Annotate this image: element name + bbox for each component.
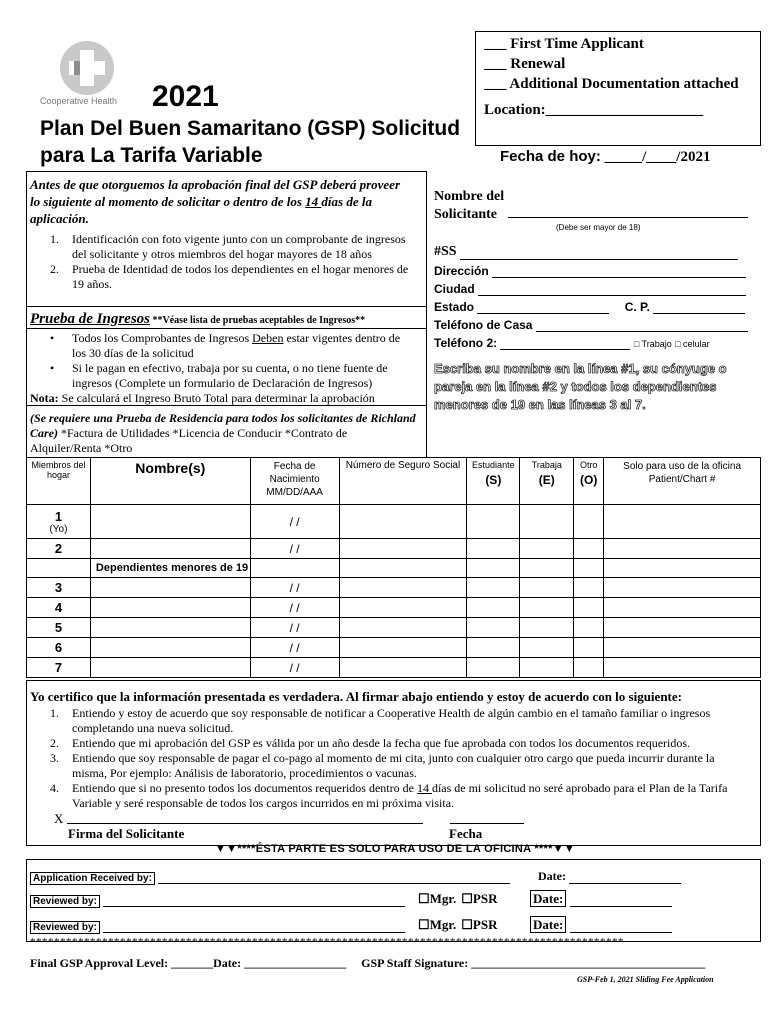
applicant-name-label-line2: Solicitante [434, 207, 497, 222]
office-cell [604, 578, 761, 598]
certification-item [50, 706, 750, 736]
requirement-item [50, 262, 410, 292]
student-cell[interactable] [467, 539, 520, 559]
ssn-cell[interactable] [339, 658, 467, 678]
additional-docs-option[interactable]: ___ Additional Documentation attached [484, 76, 739, 92]
received-date-input[interactable] [569, 871, 681, 884]
signature-date-label: Fecha [449, 826, 483, 841]
name-cell[interactable] [90, 539, 250, 559]
col-header-names: Nombre(s) [90, 458, 250, 505]
ssn-cell[interactable] [339, 539, 467, 559]
col-header-members: Miembros del hogar [27, 458, 91, 505]
signature-date-input[interactable] [450, 813, 524, 824]
works-cell[interactable] [520, 638, 574, 658]
certification-text: Entiendo que mi aprobación del GSP es válida por un año desde la fecha que fue aprobada con todos los documentos requeridos. [72, 736, 691, 750]
today-date-field[interactable]: _____/____/2021 [604, 149, 711, 165]
other-label: Otro [579, 460, 598, 470]
ssn-cell[interactable] [339, 598, 467, 618]
student-label: Estudiante [472, 460, 515, 470]
form-title-line2: para La Tarifa Variable [40, 144, 263, 167]
staff-signature[interactable]: GSP Staff Signature: _______________________________________ [361, 956, 706, 970]
col-header-works [520, 458, 574, 505]
certification-days: 14 [416, 781, 432, 795]
zip-label: C. P. [624, 300, 650, 314]
student-cell[interactable] [467, 598, 520, 618]
office-cell [604, 638, 761, 658]
certification-number: 4. [50, 781, 59, 795]
residence-proof [30, 411, 420, 456]
ssn-cell[interactable] [339, 618, 467, 638]
other-cell[interactable] [574, 658, 604, 678]
empty-cell [467, 559, 520, 578]
member-number-cell: 6 [27, 638, 91, 658]
member-number-cell: 2 [27, 539, 91, 559]
star-divider: *************************************************************************************************** [30, 936, 624, 948]
other-cell[interactable] [574, 539, 604, 559]
certification-text: Entiendo que soy responsable de pagar el co-pago al momento de mi cita, junto con cualquier otro cargo que pueda incurrir durante la misma, Por ejemplo: Análisis de laboratorio, procedimientos o vacunas. [72, 751, 715, 780]
other-cell[interactable] [574, 598, 604, 618]
works-cell[interactable] [520, 539, 574, 559]
name-cell[interactable] [90, 638, 250, 658]
student-cell[interactable] [467, 618, 520, 638]
other-cell[interactable] [574, 505, 604, 539]
signature-label: Firma del Solicitante [68, 826, 185, 841]
table-row [27, 618, 761, 638]
member-number-cell: 4 [27, 598, 91, 618]
today-date-row [500, 148, 710, 166]
dependents-label: Dependientes menores de 19 [90, 559, 250, 578]
applicant-type-box [475, 31, 761, 146]
form-year: 2021 [152, 80, 219, 113]
zip-input[interactable] [653, 301, 745, 314]
received-date [538, 869, 681, 884]
col-header-ssn: Número de Seguro Social [339, 458, 467, 505]
office-cell [604, 618, 761, 638]
reviewer-role-1 [418, 891, 497, 907]
reviewed-by-input-2[interactable] [103, 920, 405, 933]
works-cell[interactable] [520, 658, 574, 678]
certification-text-a: Entiendo que si no presento todos los documentos requeridos dentro de [72, 781, 417, 795]
works-cell[interactable] [520, 598, 574, 618]
psr-checkbox[interactable]: ☐PSR [461, 917, 498, 932]
note-label: Nota: [30, 391, 59, 405]
birthdate-cell[interactable]: / / [250, 505, 339, 539]
received-by-input[interactable] [158, 871, 510, 884]
cell-phone-checkbox[interactable]: □ celular [675, 339, 710, 349]
income-proof-text-2: Si le pagan en efectivo, trabaja por su cuenta, o no tiene fuente de ingresos (Complete un formulario de Declaración de Ingresos) [72, 361, 388, 390]
student-code: (S) [485, 473, 502, 487]
student-cell[interactable] [467, 638, 520, 658]
ss-input[interactable] [460, 247, 738, 260]
phone2-row [434, 336, 710, 350]
residence-divider [26, 405, 427, 406]
intro-days: 14 [305, 194, 322, 209]
income-proof-note: **Véase lista de pruebas aceptables de Ingresos** [150, 315, 366, 326]
reviewed-date-input-1[interactable] [570, 894, 672, 907]
requirements-list [50, 232, 410, 292]
works-cell[interactable] [520, 505, 574, 539]
certification-item [50, 751, 750, 781]
income-proof-text-a: Todos los Comprobantes de Ingresos [72, 331, 253, 345]
name-cell[interactable] [90, 618, 250, 638]
name-cell[interactable] [90, 598, 250, 618]
city-row [434, 282, 746, 296]
state-zip-row [434, 300, 745, 314]
student-cell[interactable] [467, 578, 520, 598]
works-label: Trabaja [531, 460, 562, 470]
col-header-birthdate: Fecha de Nacimiento MM/DD/AAA [250, 458, 339, 505]
income-proof-title: Prueba de Ingresos [30, 311, 151, 327]
certification-list [50, 706, 750, 811]
residence-proof-heading: (Se requiere una Prueba de Residencia para todos los solicitantes de Richland Care) [30, 411, 416, 440]
works-cell[interactable] [520, 578, 574, 598]
empty-cell [339, 559, 467, 578]
final-approval-level[interactable]: Final GSP Approval Level: _______Date: _________________ [30, 956, 347, 970]
table-row [27, 578, 761, 598]
final-approval-row [30, 956, 705, 971]
signature-input[interactable] [67, 813, 423, 824]
home-phone-input[interactable] [536, 319, 748, 332]
empty-cell [250, 559, 339, 578]
works-cell[interactable] [520, 618, 574, 638]
renewal-option[interactable]: ___ Renewal [484, 56, 566, 72]
birthdate-cell[interactable]: / / [250, 539, 339, 559]
form-footer: GSP-Feb 1, 2021 Sliding Fee Application [577, 975, 714, 984]
office-use-banner: ▼▼****ÉSTA PARTE ES SOLO PARA USO DE LA OFICINA ****▼▼ [215, 843, 576, 855]
col-header-other [574, 458, 604, 505]
birthdate-cell[interactable]: / / [250, 658, 339, 678]
empty-cell [604, 559, 761, 578]
student-cell[interactable] [467, 658, 520, 678]
phone2-label: Teléfono 2: [434, 336, 498, 350]
name-cell[interactable] [90, 505, 250, 539]
ss-row [434, 244, 738, 260]
manager-checkbox[interactable]: ☐Mgr. [418, 891, 457, 906]
reviewed-date-2 [530, 917, 672, 933]
household-instruction: Escriba su nombre en la línea #1, su cónyuge o pareja en la línea #2 y todos los dependientes menores de 19 en las líneas 3 al 7. [434, 361, 727, 412]
ss-label: #SS [434, 244, 457, 259]
phone2-input[interactable] [500, 337, 630, 350]
dependents-divider-row [27, 559, 761, 578]
received-row [30, 869, 566, 884]
certification-text: Entiendo y estoy de acuerdo que soy responsable de notificar a Cooperative Health de algún cambio en el tamaño familiar o ingresos completando una nueva solicitud. [72, 706, 711, 735]
student-cell[interactable] [467, 505, 520, 539]
empty-cell [574, 559, 604, 578]
name-cell[interactable] [90, 578, 250, 598]
requirement-number: 2. [50, 262, 59, 276]
state-label: Estado [434, 300, 475, 314]
intro-text [30, 176, 410, 227]
signature-x-mark: X [54, 811, 64, 826]
location-field[interactable]: Location:_____________________ [484, 102, 704, 118]
table-row [27, 598, 761, 618]
first-time-applicant-option[interactable]: ___ First Time Applicant [484, 36, 644, 52]
office-cell [604, 658, 761, 678]
member-number: 1 [54, 508, 63, 524]
address-row [434, 264, 746, 278]
certification-item [50, 781, 750, 811]
income-proof-item: • Todos los Comprobantes de Ingresos Deben estar vigentes dentro de los 30 días de la solicitud [50, 331, 401, 360]
received-by-label: Application Received by: [30, 872, 155, 885]
reviewed-row-1 [30, 891, 564, 907]
other-code: (O) [580, 473, 598, 487]
applicant-name-label [434, 188, 504, 224]
intro-text-a: Antes de que otorguemos la aprobación final del GSP deberá proveer lo siguiente al momento de solicitar o dentro de los [30, 177, 401, 209]
applicant-name-label-line1: Nombre del [434, 189, 505, 204]
member-number-cell: 3 [27, 578, 91, 598]
intro-text-b: días de la aplicación. [30, 194, 372, 226]
income-proof-header [30, 311, 365, 328]
reviewed-date-1 [530, 891, 672, 907]
requirement-text: Prueba de Identidad de todos los dependientes en el hogar menores de 19 años. [72, 262, 409, 291]
income-proof-item: • Si le pagan en efectivo, trabaja por su cuenta, o no tiene fuente de ingresos (Complete un formulario de Declaración de Ingresos) [50, 361, 388, 390]
birthdate-cell[interactable]: / / [250, 638, 339, 658]
address-input[interactable] [492, 265, 746, 278]
reviewed-date-label: Date: [530, 890, 566, 907]
city-input[interactable] [478, 283, 746, 296]
col-header-office: Solo para uso de la oficina Patient/Chart # [604, 458, 761, 505]
birthdate-cell[interactable]: / / [250, 578, 339, 598]
name-cell[interactable] [90, 658, 250, 678]
cooperative-health-logo [40, 40, 130, 112]
certification-number: 1. [50, 706, 59, 720]
requirement-number: 1. [50, 232, 59, 246]
member-number-cell: 7 [27, 658, 91, 678]
reviewed-by-input-1[interactable] [103, 894, 405, 907]
member-number-cell [27, 505, 91, 539]
certification-heading: Yo certifico que la información presentada es verdadera. Al firmar abajo entiendo y estoy de acuerdo con lo siguiente: [30, 689, 682, 704]
form-title-line1: Plan Del Buen Samaritano (GSP) Solicitud [40, 117, 461, 140]
income-proof-text-b: estar vigentes dentro de los 30 días de la solicitud [72, 331, 401, 360]
table-header-row [27, 458, 761, 505]
other-cell[interactable] [574, 638, 604, 658]
city-label: Ciudad [434, 282, 475, 296]
self-note: (Yo) [49, 523, 68, 535]
manager-checkbox[interactable]: ☐Mgr. [418, 917, 457, 932]
ssn-cell[interactable] [339, 578, 467, 598]
table-row [27, 658, 761, 678]
birthdate-cell[interactable]: / / [250, 598, 339, 618]
address-label: Dirección [434, 264, 489, 278]
reviewed-date-input-2[interactable] [570, 920, 672, 933]
member-number-cell: 5 [27, 618, 91, 638]
certification-number: 3. [50, 751, 59, 765]
income-proof-list [50, 331, 410, 391]
home-phone-label: Teléfono de Casa [434, 318, 533, 332]
empty-cell [520, 559, 574, 578]
office-cell [604, 598, 761, 618]
table-row [27, 505, 761, 539]
home-phone-row [434, 318, 748, 332]
logo-text: Cooperative Health [40, 96, 118, 106]
applicant-name-input[interactable] [508, 203, 748, 218]
empty-cell [27, 559, 91, 578]
other-cell[interactable] [574, 618, 604, 638]
table-row [27, 638, 761, 658]
office-cell [604, 539, 761, 559]
received-date-label: Date: [538, 869, 566, 883]
reviewed-row-2 [30, 917, 564, 933]
requirement-item [50, 232, 410, 262]
age-requirement-note: (Debe ser mayor de 18) [556, 223, 641, 232]
note-text: Se calculará el Ingreso Bruto Total para determinar la aprobación [58, 391, 375, 405]
reviewed-date-label: Date: [530, 916, 566, 933]
certification-text-b: días de mi solicitud no seré aprobado para el Plan de la Tarifa Variable y seré responsable de todos los cargos incurridos en mi próxima visita. [72, 781, 728, 810]
table-row [27, 539, 761, 559]
income-note [30, 391, 420, 406]
today-date-label: Fecha de hoy: [500, 148, 601, 165]
household-table [26, 457, 761, 678]
ssn-cell[interactable] [339, 638, 467, 658]
state-input[interactable] [477, 301, 609, 314]
residence-proof-options: *Factura de Utilidades *Licencia de Conducir *Contrato de Alquiler/Renta *Otro [30, 426, 348, 455]
income-proof-deben: Deben [252, 331, 284, 345]
certification-item [50, 736, 750, 751]
psr-checkbox[interactable]: ☐PSR [461, 891, 498, 906]
reviewed-by-label: Reviewed by: [30, 921, 100, 934]
ssn-cell[interactable] [339, 505, 467, 539]
col-header-student [467, 458, 520, 505]
works-code: (E) [538, 473, 555, 487]
office-cell [604, 505, 761, 539]
reviewer-role-2 [418, 917, 497, 933]
reviewed-by-label: Reviewed by: [30, 895, 100, 908]
birthdate-cell[interactable]: / / [250, 618, 339, 638]
other-cell[interactable] [574, 578, 604, 598]
work-phone-checkbox[interactable]: □ Trabajo [633, 339, 672, 349]
certification-number: 2. [50, 736, 59, 750]
requirement-text: Identificación con foto vigente junto con un comprobante de ingresos del solicitante y otros miembros del hogar mayores de 18 años [72, 232, 406, 261]
